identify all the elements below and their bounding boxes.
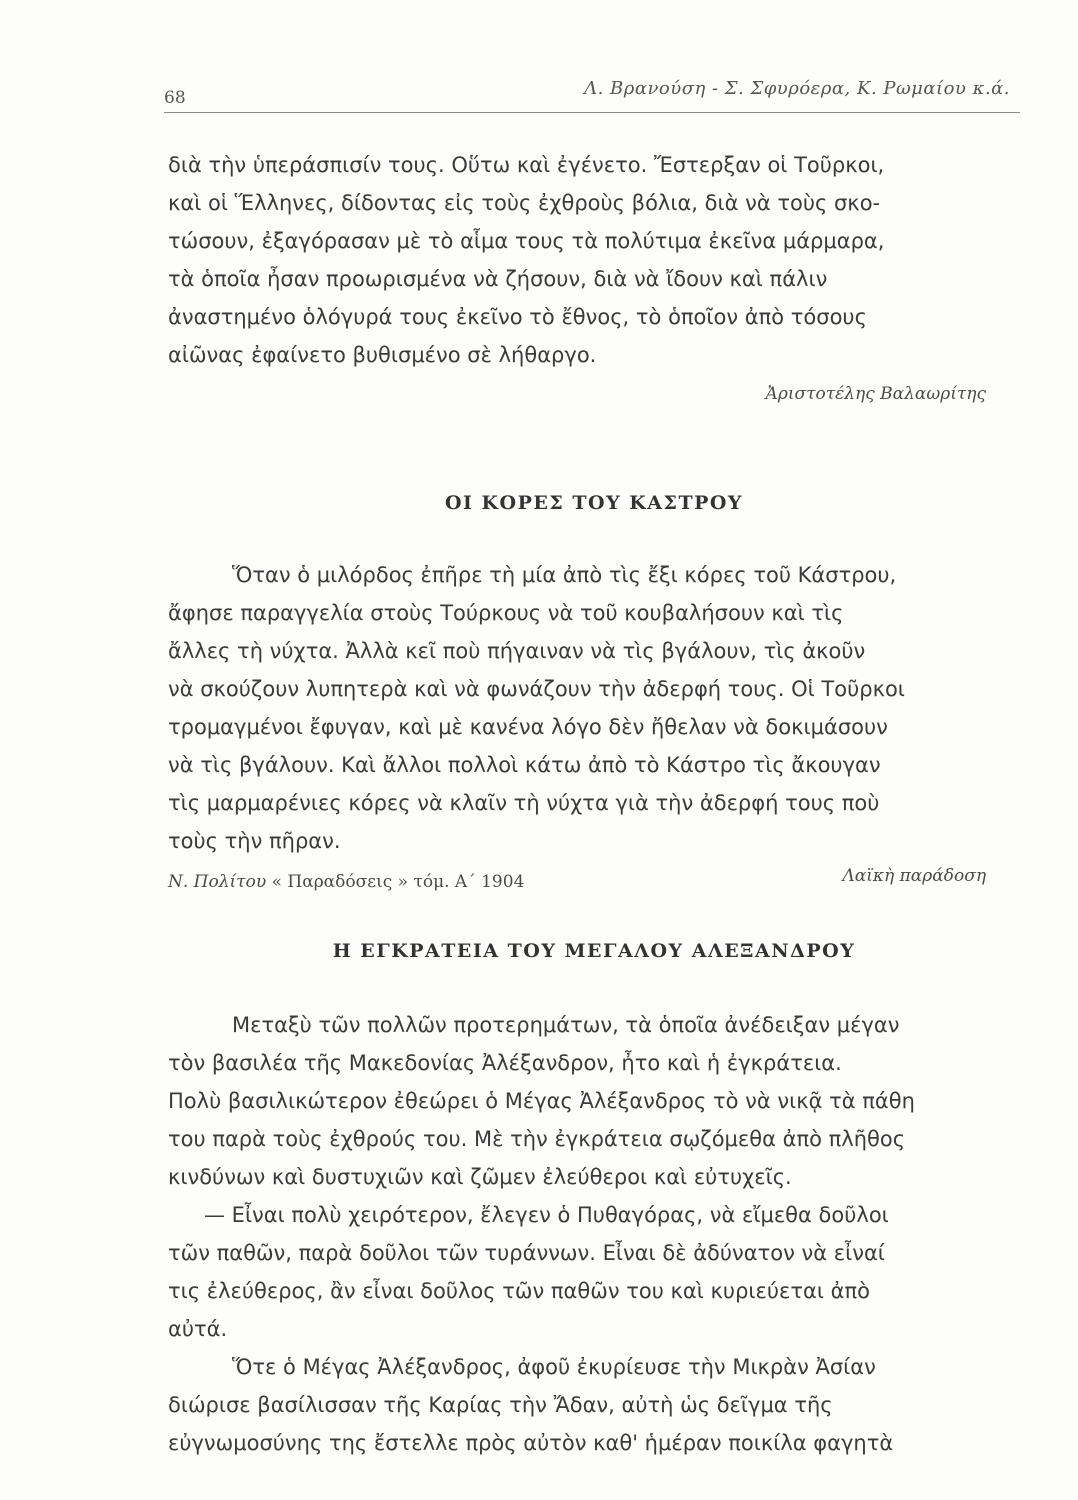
- text-line: νὰ τὶς βγάλουν. Καὶ ἄλλοι πολλοὶ κάτω ἀπὸ τὸ Κάστρο τὶς ἄκουγαν: [168, 753, 881, 777]
- section2-paragraph: [168, 1006, 1020, 1462]
- text-line: αἰῶνας ἐφαίνετο βυθισμένο σὲ λήθαργο.: [168, 343, 597, 367]
- text-line: τρομαγμένοι ἔφυγαν, καὶ μὲ κανένα λόγο δὲν ἤθελαν νὰ δοκιμάσουν: [168, 715, 888, 739]
- text-line: Ὅτε ὁ Μέγας Ἀλέξανδρος, ἀφοῦ ἐκυρίευσε τὴν Μικρὰν Ἀσίαν: [232, 1355, 876, 1379]
- section-title-kores: ΟΙ ΚΟΡΕΣ ΤΟΥ ΚΑΣΤΡΟΥ: [444, 492, 744, 514]
- text-line: νὰ σκούζουν λυπητερὰ καὶ νὰ φωνάζουν τὴν ἀδερφή τους. Οἱ Τοῦρκοι: [168, 677, 905, 701]
- source-author: Ν. Πολίτου: [168, 872, 267, 892]
- text-line: εὐγνωμοσύνης της ἔστελλε πρὸς αὐτὸν καθ' ἡμέραν ποικίλα φαγητὰ: [168, 1431, 894, 1455]
- running-head: Λ. Βρανούση - Σ. Σφυρόερα, Κ. Ρωμαίου κ.ά.: [584, 78, 1010, 99]
- text-line: διὰ τὴν ὑπεράσπισίν τους. Οὕτω καὶ ἐγένετο. Ἔστερξαν οἱ Τοῦρκοι,: [168, 153, 885, 177]
- section-title-egkrateia: Η ΕΓΚΡΑΤΕΙΑ ΤΟΥ ΜΕΓΑΛΟΥ ΑΛΕΞΑΝΔΡΟΥ: [332, 940, 856, 962]
- text-line: τὶς μαρμαρένιες κόρες νὰ κλαῖν τὴ νύχτα γιὰ τὴν ἀδερφή τους ποὺ: [168, 791, 880, 815]
- page-number: 68: [164, 88, 186, 108]
- source-title: « Παραδόσεις » τόμ. Α΄ 1904: [271, 872, 525, 892]
- intro-author: Ἀριστοτέλης Βαλαωρίτης: [765, 384, 986, 404]
- text-line: τοὺς τὴν πῆραν.: [168, 829, 341, 853]
- text-line: ἄλλες τὴ νύχτα. Ἀλλὰ κεῖ ποὺ πήγαιναν νὰ τὶς βγάλουν, τὶς ἀκοῦν: [168, 639, 866, 663]
- page-header: [164, 72, 1020, 113]
- text-line: Ὅταν ὁ μιλόρδος ἐπῆρε τὴ μία ἀπὸ τὶς ἔξι κόρες τοῦ Κάστρου,: [232, 563, 897, 587]
- section1-attribution: Λαϊκὴ παράδοση: [842, 866, 986, 886]
- text-line: — Εἶναι πολὺ χειρότερον, ἔλεγεν ὁ Πυθαγόρας, νὰ εἴμεθα δοῦλοι: [204, 1203, 889, 1227]
- text-line: τῶν παθῶν, παρὰ δοῦλοι τῶν τυράννων. Εἶναι δὲ ἀδύνατον νὰ εἶναί: [168, 1241, 885, 1265]
- intro-paragraph: [168, 146, 1020, 374]
- text-line: τὰ ὁποῖα ἦσαν προωρισμένα νὰ ζήσουν, διὰ νὰ ἴδουν καὶ πάλιν: [168, 267, 828, 291]
- text-line: ἀναστημένο ὁλόγυρά τους ἐκεῖνο τὸ ἔθνος, τὸ ὁποῖον ἀπὸ τόσους: [168, 305, 867, 329]
- text-line: τις ἐλεύθερος, ἂν εἶναι δοῦλος τῶν παθῶν του καὶ κυριεύεται ἀπὸ: [168, 1279, 870, 1303]
- text-line: ἄφησε παραγγελία στοὺς Τούρκους νὰ τοῦ κουβαλήσουν καὶ τὶς: [168, 601, 844, 625]
- text-line: τώσουν, ἐξαγόρασαν μὲ τὸ αἷμα τους τὰ πολύτιμα ἐκεῖνα μάρμαρα,: [168, 229, 885, 253]
- text-line: καὶ οἱ Ἕλληνες, δίδοντας εἰς τοὺς ἐχθροὺς βόλια, διὰ νὰ τοὺς σκο-: [168, 191, 881, 215]
- text-line: Πολὺ βασιλικώτερον ἐθεώρει ὁ Μέγας Ἀλέξανδρος τὸ νὰ νικᾷ τὰ πάθη: [168, 1089, 915, 1113]
- text-line: διώρισε βασίλισσαν τῆς Καρίας τὴν Ἄδαν, αὐτὴ ὡς δεῖγμα τῆς: [168, 1393, 833, 1417]
- text-line: αὐτά.: [168, 1317, 228, 1341]
- section1-source: [168, 872, 524, 892]
- text-line: του παρὰ τοὺς ἐχθρούς του. Μὲ τὴν ἐγκράτεια σῳζόμεθα ἀπὸ πλῆθος: [168, 1127, 906, 1151]
- text-line: Μεταξὺ τῶν πολλῶν προτερημάτων, τὰ ὁποῖα ἀνέδειξαν μέγαν: [232, 1013, 900, 1037]
- section1-paragraph: [168, 556, 1020, 860]
- text-line: τὸν βασιλέα τῆς Μακεδονίας Ἀλέξανδρον, ἦτο καὶ ἡ ἐγκράτεια.: [168, 1051, 842, 1075]
- text-line: κινδύνων καὶ δυστυχιῶν καὶ ζῶμεν ἐλεύθεροι καὶ εὐτυχεῖς.: [168, 1165, 792, 1189]
